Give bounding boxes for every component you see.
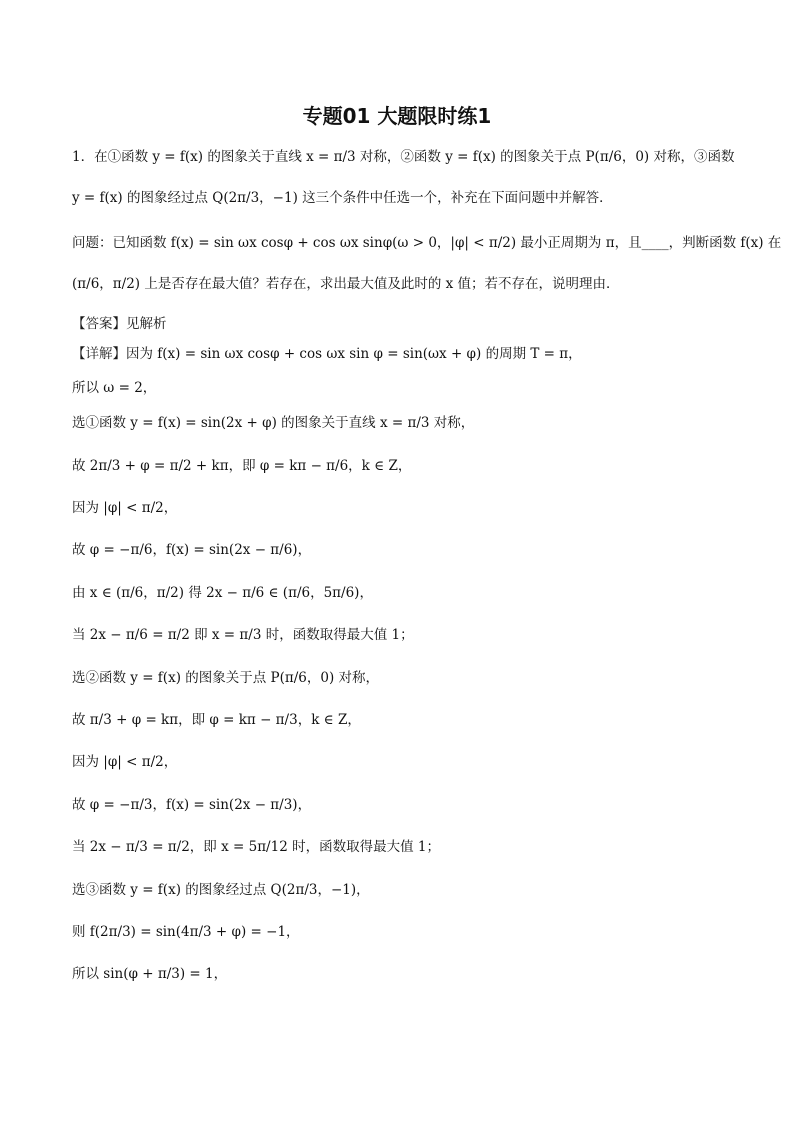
detail-line-14: 则 f(2π/3) = sin(4π/3 + φ) = −1，: [72, 924, 300, 940]
detail-label: 【详解】: [72, 346, 126, 362]
detail-line-4: 因为 |φ| < π/2，: [72, 500, 178, 516]
detail-line-6: 由 x ∈ (π/6，π/2) 得 2x − π/6 ∈ (π/6，5π/6)，: [72, 585, 373, 601]
detail-line-1: 所以 ω = 2，: [72, 380, 157, 396]
detail-line-7: 当 2x − π/6 = π/2 即 x = π/3 时，函数取得最大值 1；: [72, 627, 414, 643]
detail-line-2: 选①函数 y = f(x) = sin(2x + φ) 的图象关于直线 x = π/3 对称，: [72, 415, 475, 431]
detail-line-5: 故 φ = −π/6，f(x) = sin(2x − π/6)，: [72, 542, 312, 558]
question-line-1: 1．在①函数 y = f(x) 的图象关于直线 x = π/3 对称，②函数 y = f(x) 的图象关于点 P(π/6，0) 对称，③函数: [72, 149, 735, 165]
question-line-4: (π/6，π/2) 上是否存在最大值？若存在，求出最大值及此时的 x 值；若不存在，说明理由．: [72, 276, 620, 292]
detail-line-12: 当 2x − π/3 = π/2，即 x = 5π/12 时，函数取得最大值 1；: [72, 839, 440, 855]
detail-text-0: 因为 f(x) = sin ωx cosφ + cos ωx sin φ = sin(ωx + φ) 的周期 T = π，: [126, 346, 582, 362]
question-line-3: 问题：已知函数 f(x) = sin ωx cosφ + cos ωx sinφ(ω > 0，|φ| < π/2) 最小正周期为 π，且____，判断函数 f(x) 在: [72, 235, 782, 251]
detail-line-0: [72, 343, 732, 365]
detail-line-8: 选②函数 y = f(x) 的图象关于点 P(π/6，0) 对称，: [72, 670, 380, 686]
detail-line-10: 因为 |φ| < π/2，: [72, 754, 178, 770]
detail-line-9: 故 π/3 + φ = kπ，即 φ = kπ − π/3，k ∈ Z，: [72, 712, 361, 728]
question-line-2: y = f(x) 的图象经过点 Q(2π/3，−1) 这三个条件中任选一个，补充在下面问题中并解答．: [72, 190, 613, 206]
detail-line-3: 故 2π/3 + φ = π/2 + kπ，即 φ = kπ − π/6，k ∈ Z，: [72, 458, 412, 474]
answer-label: 【答案】: [72, 316, 126, 332]
detail-line-13: 选③函数 y = f(x) 的图象经过点 Q(2π/3，−1)，: [72, 882, 370, 898]
answer-text: 见解析: [126, 316, 167, 332]
detail-line-15: 所以 sin(φ + π/3) = 1，: [72, 966, 228, 982]
detail-line-11: 故 φ = −π/3，f(x) = sin(2x − π/3)，: [72, 797, 312, 813]
page-title: 专题01 大题限时练1: [302, 104, 492, 128]
answer-line: [72, 313, 732, 335]
